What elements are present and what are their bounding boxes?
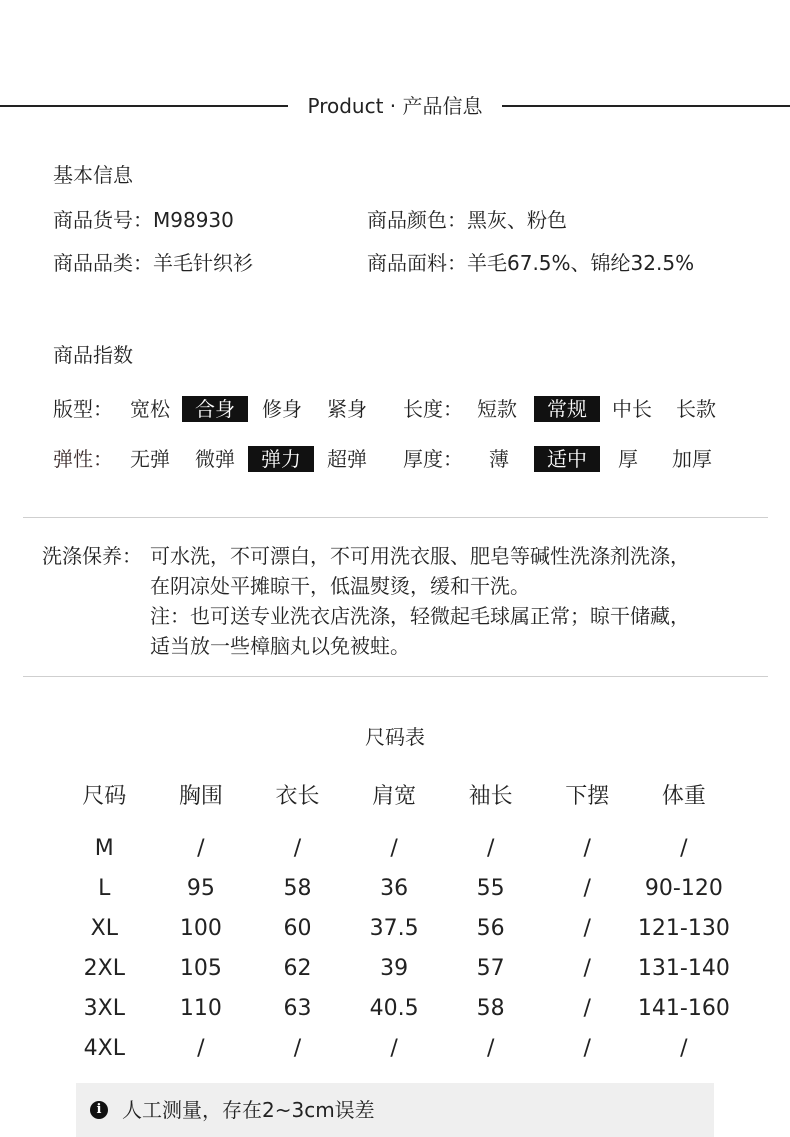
table-cell: 2XL [83,956,125,981]
table-cell: 60 [283,916,312,941]
weight-column-header: 体重 [661,784,706,809]
table-cell: 95 [186,876,215,901]
table-cell: / [293,836,302,861]
length-option: 中长 [612,397,652,421]
table-cell: 105 [179,956,222,981]
page-title: Product · 产品信息 [307,94,483,118]
table-cell: 100 [179,916,222,941]
table-cell: / [390,1036,398,1061]
table-cell: 56 [476,916,505,941]
thickness-label: 厚度： [403,447,463,471]
care-label: 洗涤保养： [42,544,142,568]
table-cell: 110 [179,996,222,1021]
table-cell: 40.5 [369,996,419,1021]
length-option: 长款 [676,397,716,421]
table-cell: / [583,916,591,941]
table-cell: 131-140 [637,956,730,981]
table-spacer [56,817,732,829]
table-cell: 121-130 [637,916,730,941]
elasticity-option-selected: 弹力 [248,446,314,472]
sleeve-column-header: 袖长 [468,784,513,809]
shoulder-column-header: 肩宽 [372,784,417,809]
size-table-header [56,777,732,817]
care-line: 注：也可送专业洗衣店洗涤，轻微起毛球属正常；晾干储藏， [150,604,690,628]
header-rule-right [502,105,790,107]
care-line: 适当放一些樟脑丸以免被蛀。 [150,634,410,658]
note-text: 人工测量，存在2~3cm误差 [122,1098,375,1122]
fit-option: 修身 [262,397,302,421]
table-cell: 39 [380,956,409,981]
table-cell: 36 [380,876,409,901]
table-cell: / [583,1036,591,1061]
length-column-header: 衣长 [275,784,320,809]
table-cell: / [583,956,591,981]
table-cell: L [98,876,111,901]
care-line: 在阴凉处平摊晾干，低温熨烫，缓和干洗。 [150,574,530,598]
table-cell: / [583,876,591,901]
product-color: 商品颜色：黑灰、粉色 [367,208,567,232]
table-cell: / [197,836,205,861]
table-cell: / [583,836,591,861]
table-cell: / [293,1036,302,1061]
table-cell: 63 [283,996,312,1021]
table-row [56,909,732,949]
table-row [56,1029,732,1069]
thickness-option: 加厚 [672,447,712,471]
thickness-option: 厚 [618,447,638,471]
thickness-option-selected: 适中 [534,446,600,472]
product-category: 商品品类：羊毛针织衫 [53,251,253,275]
elasticity-option: 超弹 [327,447,367,471]
table-cell: / [583,996,591,1021]
table-cell: 55 [476,876,505,901]
item-number: 商品货号：M98930 [53,208,234,232]
fit-option-selected: 合身 [182,396,248,422]
length-label: 长度： [403,397,463,421]
table-cell: 58 [283,876,312,901]
table-cell: 58 [476,996,505,1021]
length-option: 短款 [477,397,517,421]
table-cell: / [486,836,495,861]
table-cell: XL [90,916,118,941]
product-index-title: 商品指数 [53,343,133,367]
elasticity-option: 无弹 [130,447,170,471]
fit-option: 宽松 [130,397,170,421]
size-column-header: 尺码 [82,784,127,809]
table-cell: / [390,836,398,861]
table-cell: 141-160 [637,996,730,1021]
table-cell: 4XL [83,1036,125,1061]
length-option-selected: 常规 [534,396,600,422]
hem-column-header: 下摆 [565,784,610,809]
table-cell: 90-120 [644,876,723,901]
table-cell: 62 [283,956,312,981]
divider-top [23,517,768,518]
product-fabric: 商品面料：羊毛67.5%、锦纶32.5% [367,251,695,275]
basic-info-title: 基本信息 [53,163,133,187]
table-cell: / [486,1036,495,1061]
info-icon: i [90,1101,108,1119]
table-cell: 3XL [83,996,125,1021]
elasticity-option: 微弹 [195,447,235,471]
table-row [56,989,732,1029]
fit-option: 紧身 [327,397,367,421]
thickness-option: 薄 [489,447,509,471]
care-line: 可水洗，不可漂白，不可用洗衣服、肥皂等碱性洗涤剂洗涤， [150,544,690,568]
chest-column-header: 胸围 [178,784,223,809]
table-cell: / [197,1036,205,1061]
table-cell: M [94,836,114,861]
size-table-title: 尺码表 [365,725,425,749]
elasticity-label: 弹性： [53,447,113,471]
table-cell: 57 [476,956,505,981]
table-row [56,949,732,989]
size-table [56,777,732,1069]
divider-bottom [23,676,768,677]
table-row [56,869,732,909]
table-row [56,829,732,869]
table-cell: 37.5 [369,916,419,941]
table-cell: / [680,1036,688,1061]
table-cell: / [680,836,688,861]
measurement-note [76,1083,714,1137]
fit-label: 版型： [53,397,113,421]
